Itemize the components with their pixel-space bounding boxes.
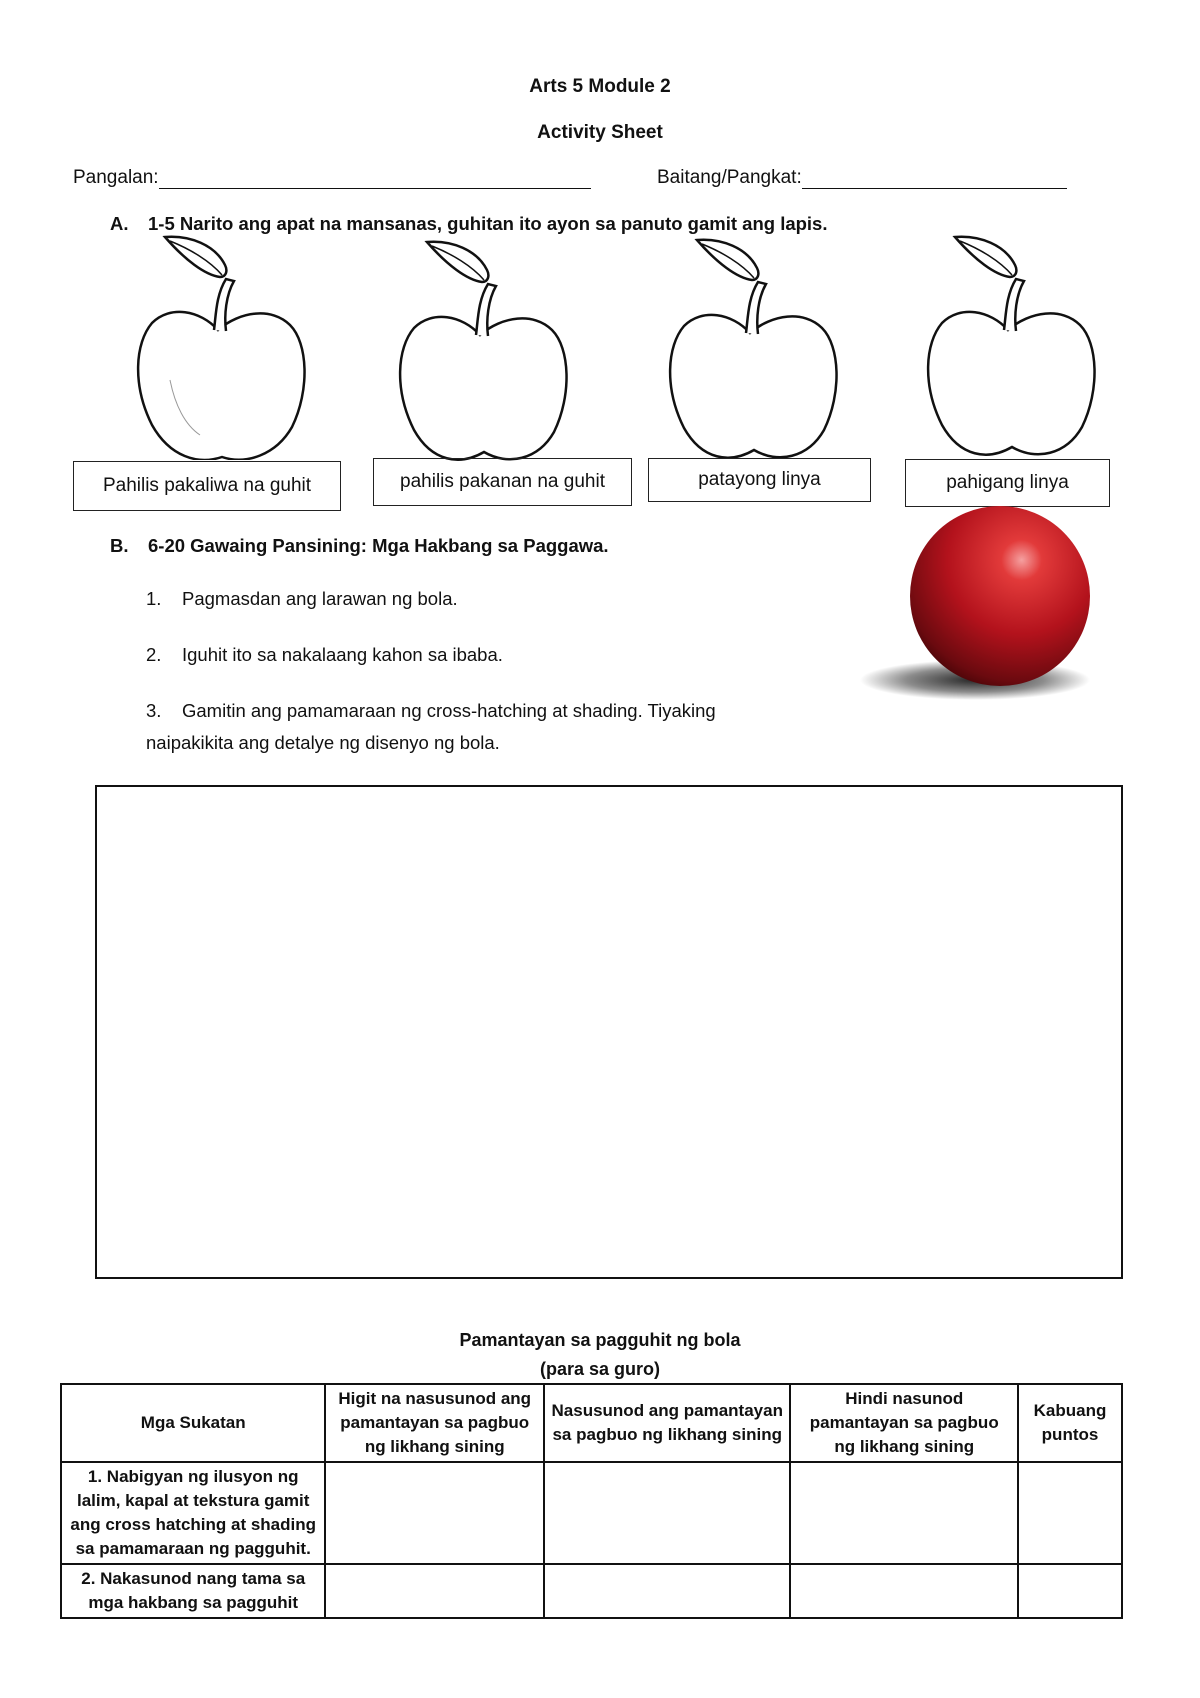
section-a-letter: A. xyxy=(110,213,129,234)
score-cell[interactable] xyxy=(544,1462,790,1564)
apple-label: pahigang linya xyxy=(946,472,1069,493)
apple-icon xyxy=(392,240,572,465)
header-cell: Mga Sukatan xyxy=(61,1384,325,1462)
total-cell[interactable] xyxy=(1018,1564,1122,1618)
score-cell[interactable] xyxy=(325,1564,544,1618)
step-text: Iguhit ito sa nakalaang kahon sa ibaba. xyxy=(182,644,503,665)
criterion-cell: 1. Nabigyan ng ilusyon ng lalim, kapal at tekstura gamit ang cross hatching at shading sa pamamaraan ng pagguhit. xyxy=(61,1462,325,1564)
page-title: Arts 5 Module 2 xyxy=(529,76,671,97)
score-cell[interactable] xyxy=(325,1462,544,1564)
grade-line[interactable] xyxy=(802,168,1067,189)
step-item xyxy=(146,644,503,666)
header-cell: Hindi nasunod pamantayan sa pagbuo ng likhang sining xyxy=(790,1384,1018,1462)
header-cell: Nasusunod ang pamantayan sa pagbuo ng likhang sining xyxy=(544,1384,790,1462)
apple-icon xyxy=(662,238,842,463)
apple-icon xyxy=(920,235,1100,460)
header-cell: Higit na nasusunod ang pamantayan sa pagbuo ng likhang sining xyxy=(325,1384,544,1462)
rubric-title: Pamantayan sa pagguhit ng bola xyxy=(459,1330,741,1350)
step-number: 1. xyxy=(146,588,162,609)
section-a-heading xyxy=(110,213,828,235)
page-subtitle: Activity Sheet xyxy=(537,122,663,143)
rubric-table xyxy=(60,1383,1123,1619)
name-label: Pangalan: xyxy=(73,167,159,188)
table-header-row xyxy=(61,1384,1122,1462)
score-cell[interactable] xyxy=(544,1564,790,1618)
grade-label: Baitang/Pangkat: xyxy=(657,167,802,188)
criterion-cell: 2. Nakasunod nang tama sa mga hakbang sa pagguhit xyxy=(61,1564,325,1618)
step-item xyxy=(146,588,458,610)
score-cell[interactable] xyxy=(790,1462,1018,1564)
section-b-heading xyxy=(110,535,609,557)
apple-label-box xyxy=(648,458,871,502)
name-field[interactable] xyxy=(73,167,591,189)
header-cell: Kabuang puntos xyxy=(1018,1384,1122,1462)
apple-label: patayong linya xyxy=(698,469,821,490)
step-text: Gamitin ang pamamaraan ng cross-hatching at shading. Tiyaking xyxy=(182,700,716,721)
step-item xyxy=(146,700,716,722)
apple-icon xyxy=(130,235,310,460)
apple-label-box xyxy=(73,461,341,511)
table-row xyxy=(61,1462,1122,1564)
section-a-text: 1-5 Narito ang apat na mansanas, guhitan ito ayon sa panuto gamit ang lapis. xyxy=(148,213,828,234)
apple-label: pahilis pakanan na guhit xyxy=(400,471,605,492)
total-cell[interactable] xyxy=(1018,1462,1122,1564)
drawing-area[interactable] xyxy=(95,785,1123,1279)
rubric-subtitle: (para sa guro) xyxy=(539,1359,661,1379)
apple-label: Pahilis pakaliwa na guhit xyxy=(102,475,312,496)
ball-image xyxy=(855,500,1105,705)
table-row xyxy=(61,1564,1122,1618)
step-number: 2. xyxy=(146,644,162,665)
section-b-letter: B. xyxy=(110,535,129,556)
step-text: Pagmasdan ang larawan ng bola. xyxy=(182,588,458,609)
score-cell[interactable] xyxy=(790,1564,1018,1618)
grade-field[interactable] xyxy=(657,167,1067,189)
section-b-text: 6-20 Gawaing Pansining: Mga Hakbang sa Paggawa. xyxy=(148,535,609,556)
apple-label-box xyxy=(373,458,632,506)
step-number: 3. xyxy=(146,700,162,721)
step-text-continued: naipakikita ang detalye ng disenyo ng bola. xyxy=(146,732,500,753)
name-line[interactable] xyxy=(159,168,591,189)
